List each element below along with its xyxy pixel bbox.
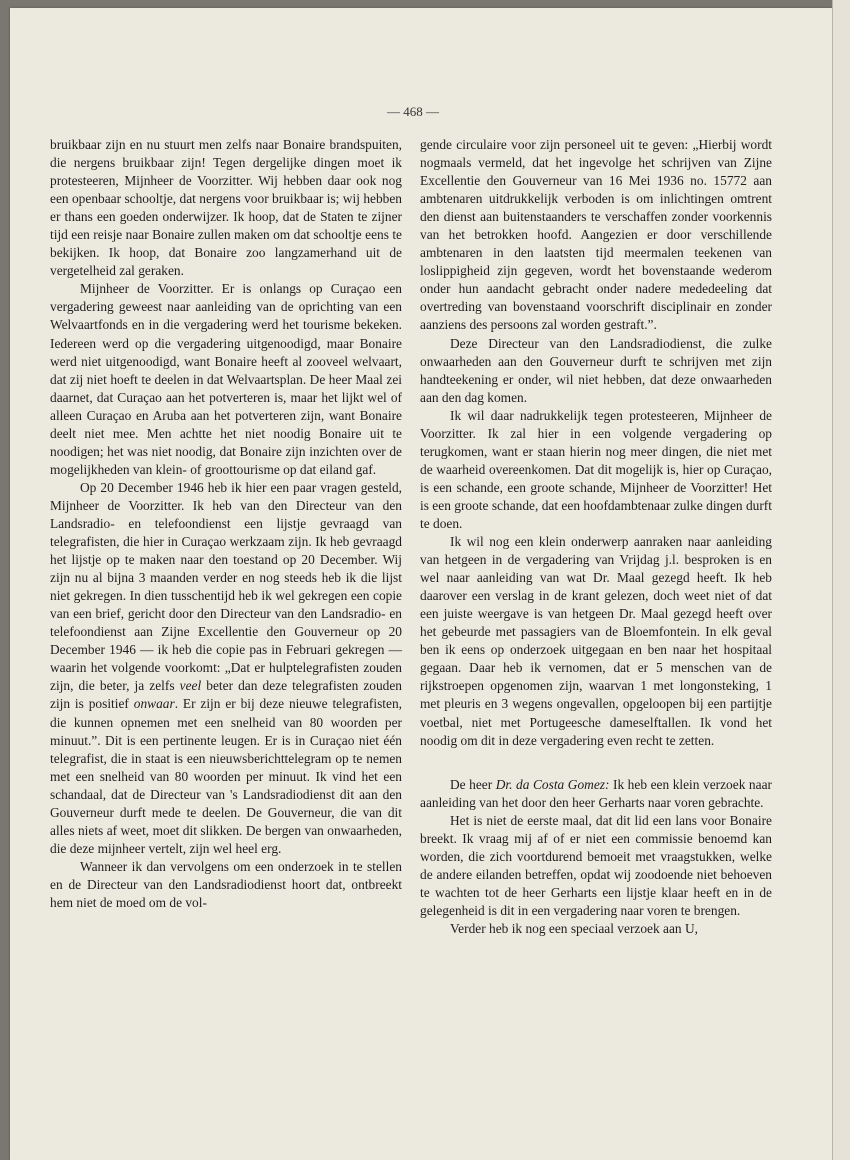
paragraph: Ik wil nog een klein onderwerp aanraken naar aanleiding van hetgeen in de vergadering van Vrijdag j.l. besproken is en wel naar aanleiding van wat Dr. Maal gezegd heeft. Ik heb daarover een verslag in de krant gelezen, doch weet niet of dat een juiste weergave is van hetgeen Dr. Maal gezegd heeft over het gebeurde met passagiers van de Bloemfontein. In elk geval ben ik eens op onderzoek uitgegaan en ben naar het hospitaal gegaan. Daar heb ik vernomen, dat er 5 menschen van de rijkstroepen opgenomen zijn, waarvan 1 met longonsteking, 1 met pleuris en 3 wegens ongevallen, opgeloopen bij een partijtje voetbal, niet met Portugeesche dameselftallen. Ik vond het noodig om dit in deze vergadering even recht te zetten. <box>420 534 772 748</box>
italic-text: onwaar <box>133 696 175 712</box>
left-column <box>50 136 402 912</box>
paragraph: gende circulaire voor zijn personeel uit te geven: „Hierbij wordt nogmaals vermeld, dat het ingevolge het schrijven van Zijne Excellentie den Gouverneur van 16 Mei 1936 no. 15772 aan ambtenaren uitdrukkelijk verboden is om inlichtingen omtrent den dienst aan buitenstaanders te verschaffen zonder voorkennis van het betrokken hoofd. Aangezien er door verschillende ambtenaren in den laatsten tijd meermalen teekenen van loslippigheid zijn gegeven, wordt het bovenstaande wederom onder hun aandacht gebracht onder nadere mededeeling dat overtreding van bovenstaand voorschrift disciplinair en zonder aanziens des persoons zal worden gestraft.”. <box>420 137 772 333</box>
paragraph <box>420 776 772 812</box>
italic-text: veel <box>179 678 202 694</box>
next-page-edge <box>832 0 850 1160</box>
text-run: Op 20 December 1946 heb ik hier een paar vragen gesteld, Mijnheer de Voorzitter. Ik heb van den Directeur van den Landsradio- en telefoondienst een lijstje gevraagd van telegrafisten, die hier in Curaçao werkzaam zijn. Ik heb gevraagd het lijstje op te maken naar den toestand op 20 December. Wij zijn nu al bijna 3 maanden verder en nog steeds heb ik die lijst niet gekregen. In dien tusschentijd heb ik wel gekregen een copie van een brief, gericht door den Directeur van den Landsradio- en telefoondienst aan Zijne Excellentie den Gouverneur op 20 December 1946 — ik heb die copie pas in Februari gekregen — waarin het volgende voorkomt: „Dat er hulptelegrafisten zouden zijn, die beter, ja zelfs <box>50 479 402 694</box>
paragraph: Ik wil daar nadrukkelijk tegen protesteeren, Mijnheer de Voorzitter. Ik zal hier in een volgende vergadering op terugkomen, want er staan hierin nog meer dingen, die niet met de waarheid overeenkomen. Dat dit mogelijk is, hier op Curaçao, is een schande, een groote schande, Mijnheer de Voorzitter! Het is een groote schande, dat een hoofdambtenaar zulke dingen durft te doen. <box>420 407 772 531</box>
paragraph: Deze Directeur van den Landsradiodienst, die zulke onwaarheden aan den Gouverneur durft te schrijven met zijn handteekening er onder, wil niet hebben, dat deze onwaarheden aan den dag komen. <box>420 335 772 405</box>
paragraph <box>50 479 402 858</box>
text-run: Ik heb een klein verzoek naar aanleiding van het door den heer Gerharts naar voren gebrachte. <box>420 776 772 810</box>
page-number: — 468 — <box>387 104 439 119</box>
paragraph: Het is niet de eerste maal, dat dit lid een lans voor Bonaire breekt. Ik vraag mij af of er niet een commissie benoemd kan worden, die zich voortdurend bemoeit met vraagstukken, welke de andere eilanden betreffen, opdat wij zoodoende niet behoeven te wachten tot de heer Gerharts een lijstje klaar heeft en in de gelegenheid is dit in een vergadering naar voren te brengen. <box>420 812 772 918</box>
text-run: . Er zijn er bij deze nieuwe telegrafisten, die kunnen opnemen met een snelheid van 80 woorden per minuut.”. Dit is een pertinente leugen. Er is in Curaçao niet één telegrafist, die in staat is een nieuwsberichttelegram op te nemen met een snelheid van 80 woorden per minuut. Ik vind het een schandaal, dat de Directeur van 's Landsradiodienst dit aan den Gouverneur durft mede te deelen. De Gouverneur, die van dit alles niets af weet, moet dit slikken. De bergen van onwaarheden, die deze mijnheer vertelt, zijn wel heel erg. <box>50 696 402 856</box>
paragraph: Verder heb ik nog een speciaal verzoek aan U, <box>450 920 698 936</box>
right-column <box>420 136 772 938</box>
text-run: De heer <box>450 776 496 792</box>
paragraph: Mijnheer de Voorzitter. Er is onlangs op Curaçao een vergadering geweest naar aanleiding van de oprichting van een Welvaartfonds en in die vergadering werd het tourisme bekeken. Iedereen werd op die vergadering uitgenoodigd, maar Bonaire werd niet uitgenoodigd, want Bonaire heeft al zooveel welvaart, dat zij niet hoeft te deelen in dat Welvaartsplan. De heer Maal zei daarnet, dat Curaçao aan het potverteren is, maar het lijkt wel of alleen Curaçao en Aruba aan het potverteren zijn, want Bonaire deelt niet mee. Men achtte het niet noodig Bonaire uit te noodigen; het was niet noodig, dat Bonaire zijn inzichten over de mogelijkheden van klein- of groottourisme op dat eiland gaf. <box>50 281 402 477</box>
speaker-name: Dr. da Costa Gomez: <box>495 776 610 792</box>
paragraph: bruikbaar zijn en nu stuurt men zelfs naar Bonaire brandspuiten, die nergens bruikbaar zijn! Tegen dergelijke dingen moet ik protesteeren, Mijnheer de Voorzitter. Wij hebben daar ook nog een openbaar schooltje, dat nergens voor bruikbaar is; wij hebben er thans een goeden onderwijzer. Ik hoop, dat de Staten te zijner tijd een reisje naar Bonaire zullen maken om dat schooltje eens te bekijken. Ik hoop, dat Bonaire zoo langzamerhand uit de vergetelheid zal geraken. <box>50 137 402 279</box>
paragraph: Wanneer ik dan vervolgens om een onderzoek in te stellen en de Directeur van den Landsradiodienst hoort dat, ontbreekt hem niet de moed om de vol- <box>50 858 402 910</box>
text-run: beter dan deze telegrafisten zouden zijn is positief <box>50 678 402 712</box>
